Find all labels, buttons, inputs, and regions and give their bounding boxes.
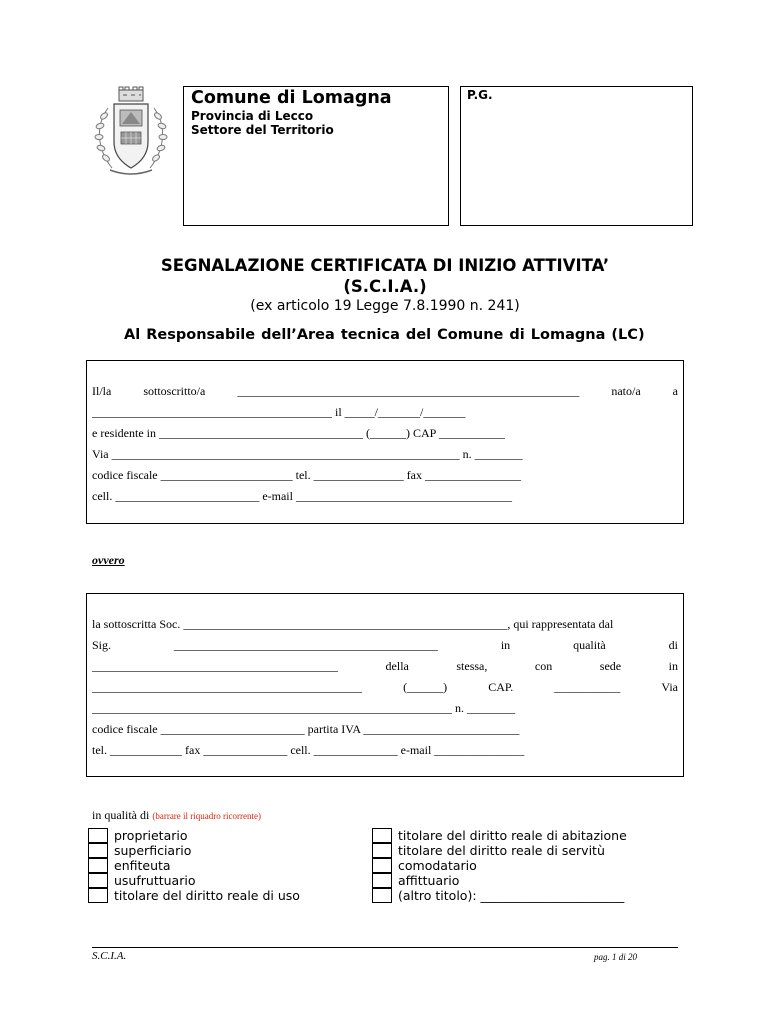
company-label-qualita: qualità: [573, 638, 606, 652]
option-checkbox[interactable]: [372, 843, 392, 858]
option-label: titolare del diritto reale di abitazione: [398, 828, 627, 843]
company-label-stessa: stessa,: [456, 659, 488, 673]
company-city-field[interactable]: _____________________________________________: [92, 680, 362, 694]
provincia-label: Provincia di Lecco: [191, 109, 314, 123]
option-checkbox[interactable]: [88, 828, 108, 843]
option-checkbox[interactable]: [88, 873, 108, 888]
company-province-field[interactable]: (______): [403, 680, 448, 694]
quality-option[interactable]: [88, 828, 188, 843]
company-label-di: di: [668, 638, 678, 652]
quality-heading: [92, 808, 261, 823]
company-street-field[interactable]: ____________________________________________________________ n. ________: [92, 701, 515, 715]
municipal-crest-icon: [90, 86, 172, 182]
footer-doc-name: S.C.I.A.: [92, 950, 127, 962]
person-name-field[interactable]: _________________________________________________________: [237, 384, 580, 398]
option-label: superficiario: [114, 843, 192, 858]
person-label-sottoscritto: sottoscritto/a: [143, 384, 206, 398]
option-checkbox[interactable]: [88, 858, 108, 873]
company-line-2: [92, 638, 678, 652]
quality-label: in qualità di: [92, 808, 150, 822]
fiscal-code-phone-fax-field[interactable]: codice fiscale ______________________ tel. _______________ fax ________________: [92, 468, 521, 482]
company-name-field[interactable]: la sottoscritta Soc. ______________________________________________________, qui rappresentata dal: [92, 617, 614, 631]
option-label: enfiteuta: [114, 858, 171, 873]
recipient-line: Al Responsabile dell’Area tecnica del Comune di Lomagna (LC): [124, 327, 645, 343]
option-checkbox[interactable]: [372, 873, 392, 888]
quality-option[interactable]: [88, 888, 300, 903]
person-label-illa: Il/la: [92, 384, 112, 398]
company-line-3: [92, 659, 678, 673]
quality-option[interactable]: [372, 888, 624, 903]
quality-option[interactable]: [88, 843, 191, 858]
settore-label: Settore del Territorio: [191, 123, 334, 137]
residence-field[interactable]: e residente in __________________________________ (______) CAP ___________: [92, 426, 505, 440]
birthplace-date-field[interactable]: ________________________________________ il _____/_______/_______: [92, 405, 466, 419]
quality-option[interactable]: [372, 828, 627, 843]
street-field[interactable]: Via __________________________________________________________ n. ________: [92, 447, 523, 461]
person-line-1: [92, 384, 678, 398]
document-subtitle: (ex articolo 19 Legge 7.8.1990 n. 241): [250, 298, 520, 314]
option-label: titolare del diritto reale di uso: [114, 888, 300, 903]
quality-note: (barrare il riquadro ricorrente): [152, 811, 262, 821]
company-cap-field[interactable]: ___________: [554, 680, 621, 694]
company-label-con: con: [534, 659, 553, 673]
quality-option[interactable]: [372, 873, 459, 888]
option-checkbox[interactable]: [88, 888, 108, 903]
option-label: affittuario: [398, 873, 460, 888]
quality-option[interactable]: [372, 858, 477, 873]
company-label-cap: CAP.: [488, 680, 514, 694]
option-checkbox[interactable]: [372, 828, 392, 843]
company-label-in2: in: [668, 659, 678, 673]
document-title-acronym: (S.C.I.A.): [343, 277, 427, 296]
person-label-a: a: [672, 384, 678, 398]
comune-header-box: [183, 86, 449, 226]
representative-role-field[interactable]: _________________________________________: [92, 659, 338, 673]
representative-name-field[interactable]: ____________________________________________: [173, 638, 438, 652]
company-fiscal-vat-field[interactable]: codice fiscale ________________________ partita IVA __________________________: [92, 722, 520, 736]
footer-page-number: pag. 1 di 20: [594, 952, 638, 962]
option-checkbox[interactable]: [372, 858, 392, 873]
company-label-sig: Sig.: [92, 638, 112, 652]
mobile-email-field[interactable]: cell. ________________________ e-mail ____________________________________: [92, 489, 512, 503]
ovvero-label: ovvero: [92, 553, 125, 567]
company-label-in: in: [500, 638, 511, 652]
company-line-4: [92, 680, 678, 694]
option-label: comodatario: [398, 858, 477, 873]
option-checkbox[interactable]: [88, 843, 108, 858]
company-label-via: Via: [661, 680, 678, 694]
person-label-nato: nato/a: [611, 384, 641, 398]
option-label: proprietario: [114, 828, 188, 843]
protocollo-box: [460, 86, 693, 226]
option-label: (altro titolo): _______________________: [398, 888, 625, 903]
company-contacts-field[interactable]: tel. ____________ fax ______________ cell. ______________ e-mail _______________: [92, 743, 525, 757]
quality-option[interactable]: [88, 873, 195, 888]
quality-option[interactable]: [372, 843, 605, 858]
company-label-sede: sede: [599, 659, 622, 673]
pg-label: P.G.: [467, 88, 493, 102]
company-label-della: della: [385, 659, 409, 673]
footer-divider: [92, 947, 678, 948]
document-title: SEGNALAZIONE CERTIFICATA DI INIZIO ATTIVITA’: [160, 256, 610, 275]
option-label: usufruttuario: [114, 873, 196, 888]
option-checkbox[interactable]: [372, 888, 392, 903]
comune-name: Comune di Lomagna: [191, 88, 392, 108]
quality-option[interactable]: [88, 858, 171, 873]
option-label: titolare del diritto reale di servitù: [398, 843, 605, 858]
